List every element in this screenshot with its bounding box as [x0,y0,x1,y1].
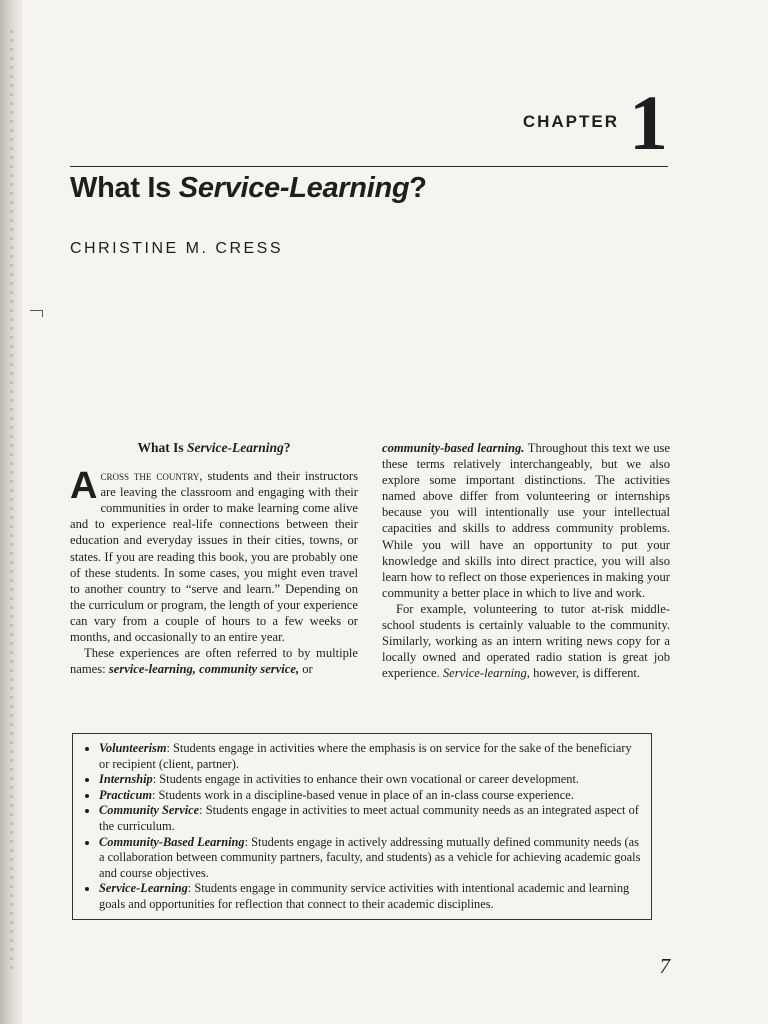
chapter-title-emphasis: Service-Learning [178,172,410,204]
section-heading-prefix: What Is [137,440,187,455]
chapter-title-prefix: What Is [70,172,179,204]
chapter-title [70,172,427,205]
scan-edge-shadow [0,0,22,1024]
drop-cap: A [70,465,98,508]
section-heading [70,440,358,456]
definition-term: Practicum [99,787,152,802]
definition-term: Community Service [99,803,200,818]
intro-paragraph [70,465,358,645]
example-paragraph-start: For example, volunteering to tutor at-risk middle-school students is certainly valuable to the community. Similarly, working as an intern writing news copy for a locally owned and operated radio station is great job experience. [382,601,670,681]
names-paragraph [70,645,358,677]
intro-paragraph-text: students and their instructors are leaving the classroom and engaging with their communities in order to make learning come alive and to experience real-life connections between their education and everyday issues in their cities, towns, or states. If you are reading this book, you are probably one of these students. In some cases, you might even travel to another country to “serve and learn.” Depending on the curriculum or program, the length of your experience can vary from a couple of hours to a few weeks or months, and occasionally to an entire year. [70,469,358,645]
example-paragraph-emphasis: Service-learning, [442,666,530,681]
names-paragraph-intro: These experiences are often referred to by multiple names: [70,646,358,677]
definition-item-community-based-learning [99,835,643,882]
definition-item-volunteerism [99,741,643,772]
section-heading-emphasis: Service-Learning [187,440,284,455]
definition-term: Volunteerism [99,741,167,755]
chapter-word: CHAPTER [522,112,619,131]
section-heading-suffix: ? [283,440,291,455]
definition-item-internship [99,772,643,788]
definition-item-practicum [99,788,643,804]
definition-term: Service-Learning [99,881,188,896]
definition-text: : Students engage in activities where the emphasis is on service for the sake of the beneficiary or recipient (client, partner). [99,741,632,771]
page-number: 7 [659,954,670,978]
margin-mark [30,310,43,317]
definition-text: : Students engage in actively addressing mutually defined community needs (as a collaboration between community partners, faculty, and students) as a vehicle for achieving academic goals and course objectives. [99,834,641,880]
chapter-number: 1 [629,79,668,166]
author-name: CHRISTINE M. CRESS [70,240,284,257]
definition-term: Internship [99,772,153,787]
example-paragraph [382,601,670,681]
title-rule [70,166,668,167]
definition-term: Community-Based Learning [99,834,245,849]
distinctions-paragraph [382,440,670,601]
right-column [382,440,670,681]
definition-text: : Students engage in activities to meet actual community needs as an integrated aspect of the curriculum. [99,803,639,833]
definitions-list [81,741,643,913]
term-community-service: community service, [199,662,300,677]
term-service-learning: service-learning, [108,662,196,677]
term-community-based-learning: community-based learning. [382,441,525,455]
definition-text: : Students work in a discipline-based venue in place of an in-class course experience. [152,787,574,802]
example-paragraph-end: however, is different. [529,666,641,681]
definition-item-service-learning [99,881,643,912]
names-paragraph-or: or [299,662,313,677]
left-column [70,440,358,677]
chapter-label [522,79,668,166]
definition-text: : Students engage in community service activities with intentional academic and learning goals and opportunities for reflection that connect to their academic disciplines. [99,881,630,911]
definitions-box [72,733,652,920]
chapter-title-suffix: ? [409,172,427,204]
distinctions-paragraph-text: Throughout this text we use these terms relatively interchangeably, but we also explore some important distinctions. The activities named above differ from volunteering or internships because you will intentionally use your intellectual capacities and skills to address community problems. While you will have an opportunity to put your knowledge and skills into direct practice, you will also learn how to reflect on those experiences in making your community a better place in which to live and work. [382,441,671,600]
small-caps-lead: cross the country, [100,469,203,484]
definition-item-community-service [99,803,643,834]
definition-text: : Students engage in activities to enhance their own vocational or career development. [152,772,580,787]
